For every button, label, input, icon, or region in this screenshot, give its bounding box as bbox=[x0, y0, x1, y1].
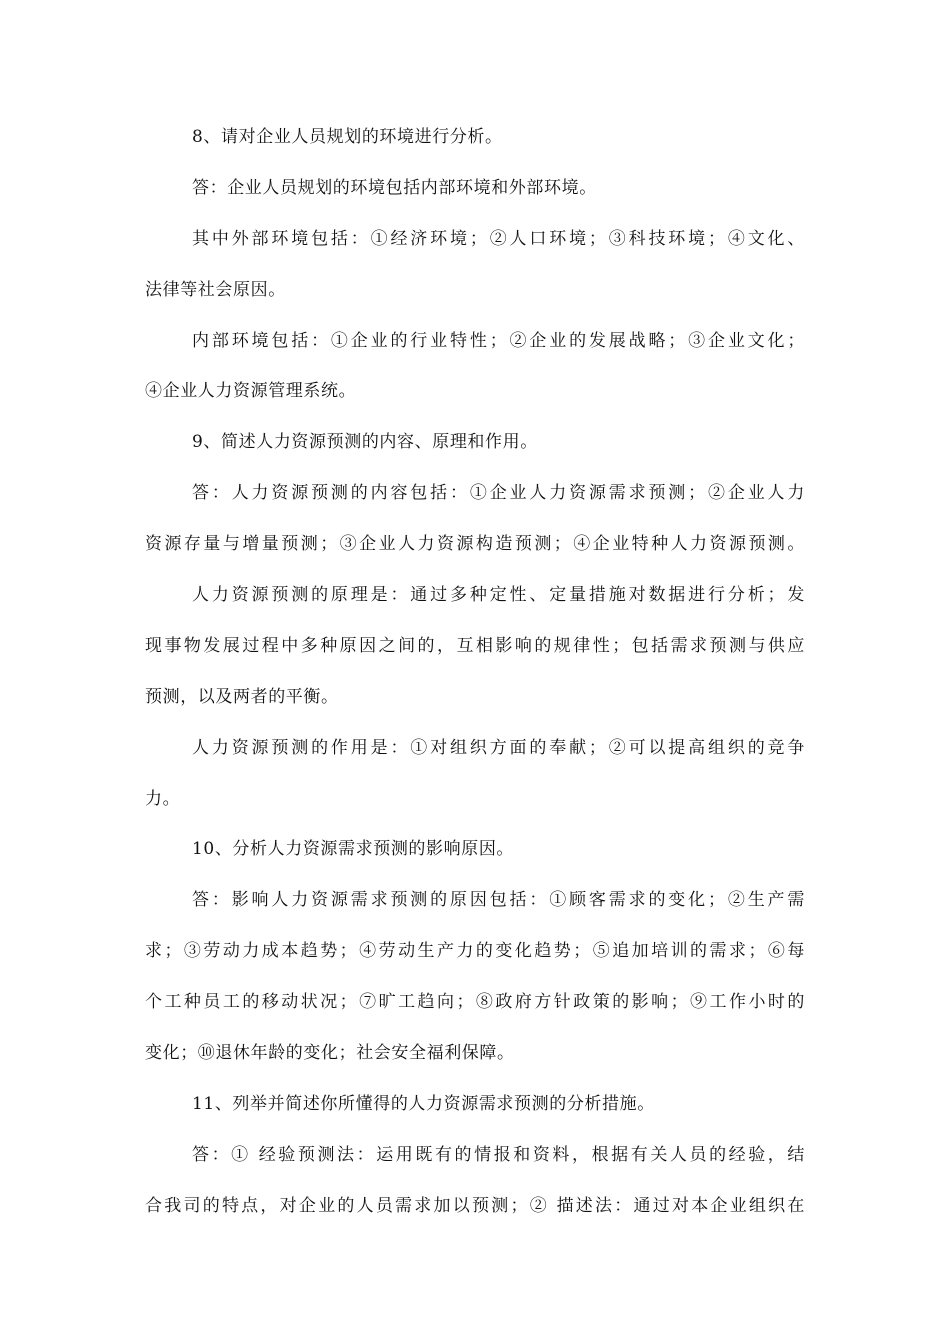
paragraph-line: 其中外部环境包括：①经济环境；②人口环境；③科技环境；④文化、 bbox=[192, 228, 805, 249]
paragraph-line: 答：人力资源预测的内容包括：①企业人力资源需求预测；②企业人力 bbox=[192, 483, 805, 504]
paragraph-line: 合我司的特点，对企业的人员需求加以预测；② 描述法：通过对本企业组织在 bbox=[145, 1195, 805, 1216]
question-9-heading: 9、简述人力资源预测的内容、原理和作用。 bbox=[192, 432, 538, 453]
paragraph-line: 人力资源预测的作用是：①对组织方面的奉献；②可以提高组织的竞争 bbox=[192, 737, 805, 758]
paragraph-line: 变化；⑩退休年龄的变化；社会安全福利保障。 bbox=[145, 1043, 515, 1064]
answer-8-intro: 答：企业人员规划的环境包括内部环境和外部环境。 bbox=[192, 177, 597, 198]
paragraph-line: 力。 bbox=[145, 788, 181, 809]
paragraph-line: 求；③劳动力成本趋势；④劳动生产力的变化趋势；⑤追加培训的需求；⑥每 bbox=[145, 941, 805, 962]
question-11-heading: 11、列举并简述你所懂得的人力资源需求预测的分析措施。 bbox=[192, 1093, 655, 1114]
paragraph-line: 法律等社会原因。 bbox=[145, 279, 286, 300]
paragraph-line: 内部环境包括：①企业的行业特性；②企业的发展战略；③企业文化； bbox=[192, 330, 805, 351]
document-body bbox=[145, 116, 805, 1236]
paragraph-line: 人力资源预测的原理是：通过多种定性、定量措施对数据进行分析；发 bbox=[192, 585, 805, 606]
question-8-heading: 8、请对企业人员规划的环境进行分析。 bbox=[192, 127, 503, 147]
paragraph-line: 答：① 经验预测法：运用既有的情报和资料，根据有关人员的经验，结 bbox=[192, 1144, 805, 1165]
paragraph-line: 预测，以及两者的平衡。 bbox=[145, 686, 339, 707]
paragraph-line: 答：影响人力资源需求预测的原因包括：①顾客需求的变化；②生产需 bbox=[192, 890, 805, 911]
paragraph-line: ④企业人力资源管理系统。 bbox=[145, 381, 357, 402]
paragraph-line: 个工种员工的移动状况；⑦旷工趋向；⑧政府方针政策的影响；⑨工作小时的 bbox=[145, 992, 805, 1013]
question-10-heading: 10、分析人力资源需求预测的影响原因。 bbox=[192, 839, 515, 860]
paragraph-line: 资源存量与增量预测；③企业人力资源构造预测；④企业特种人力资源预测。 bbox=[145, 534, 805, 555]
paragraph-line: 现事物发展过程中多种原因之间的，互相影响的规律性；包括需求预测与供应 bbox=[145, 635, 805, 656]
